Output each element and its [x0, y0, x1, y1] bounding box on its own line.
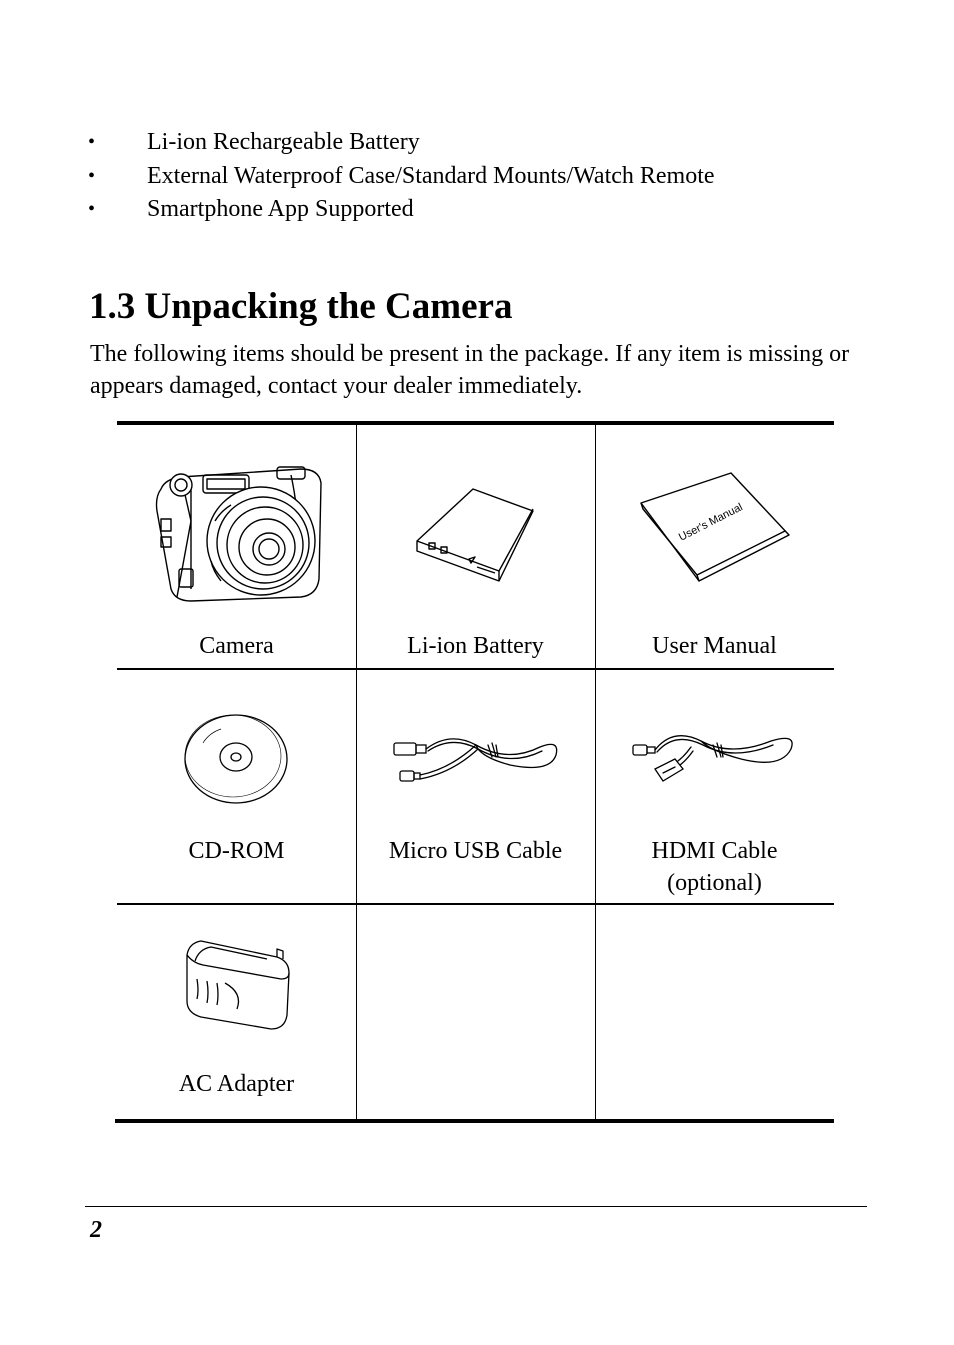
item-caption: CD-ROM [188, 838, 285, 864]
hdmi-cable-icon [631, 717, 797, 785]
feature-list [88, 126, 888, 227]
usb-cable-icon [390, 721, 562, 785]
item-caption: Micro USB Cable [388, 838, 563, 864]
section-heading: 1.3 Unpacking the Camera [89, 286, 513, 327]
manual-icon [639, 471, 791, 583]
item-caption: Li-ion Battery [407, 633, 544, 659]
row-divider [117, 903, 834, 905]
column-divider [356, 425, 357, 1119]
manual-cover-text: User's Manual [676, 501, 745, 544]
item-caption: User Manual [652, 633, 777, 659]
intro-paragraph: The following items should be present in the package. If any item is missing or appears damaged, contact your dealer immediately. [90, 341, 850, 399]
list-item [88, 126, 888, 160]
feature-text: Li-ion Rechargeable Battery [147, 129, 420, 155]
item-caption: Camera [199, 633, 274, 659]
footer-rule [85, 1206, 867, 1207]
bullet: • [88, 164, 96, 187]
table-bottom-rule [115, 1119, 834, 1123]
table-top-rule [117, 421, 834, 425]
bullet: • [88, 198, 96, 220]
item-caption-note: (optional) [667, 870, 762, 896]
battery-icon [415, 485, 537, 587]
cd-rom-icon [183, 713, 289, 805]
package-contents-table [117, 421, 834, 1124]
item-caption: AC Adapter [178, 1071, 295, 1097]
list-item [88, 160, 888, 194]
column-divider [595, 425, 596, 1119]
feature-text: Smartphone App Supported [147, 196, 414, 222]
page-number: 2 [90, 1217, 102, 1243]
camera-icon [151, 461, 323, 606]
ac-adapter-icon [181, 935, 293, 1033]
bullet: • [88, 131, 96, 153]
feature-text: External Waterproof Case/Standard Mounts/Watch Remote [147, 162, 715, 189]
row-divider [117, 668, 834, 670]
list-item [88, 193, 888, 227]
item-caption: HDMI Cable [651, 838, 778, 864]
